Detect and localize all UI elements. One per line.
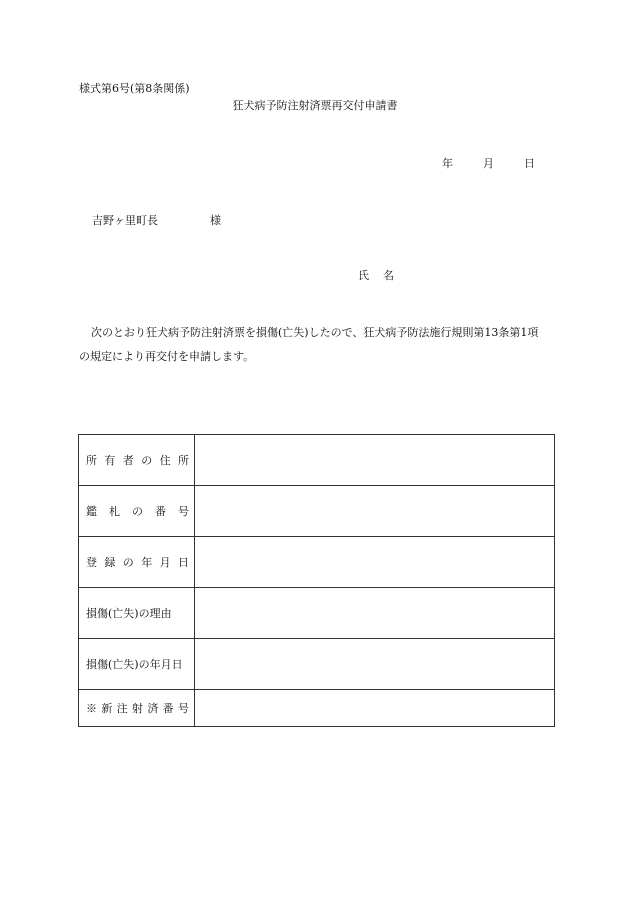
date-month-label: 月 [483,157,494,170]
row-value-tag-number[interactable] [195,486,555,537]
date-line [442,155,535,171]
row-value-registration-date[interactable] [195,537,555,588]
form-title: 狂犬病予防注射済票再交付申請書 [232,99,398,112]
addressee [92,212,221,228]
row-label-registration-date: 登録の年月日 [79,537,195,588]
table-row [79,639,555,690]
row-value-owner-address[interactable] [195,435,555,486]
row-label-new-injection-number: ※新注射済番号 [79,690,195,727]
application-info-table [78,434,555,727]
table-row [79,690,555,727]
table-row [79,486,555,537]
row-label-tag-number: 鑑札の番号 [79,486,195,537]
applicant-label-second: 名 [383,269,394,282]
row-value-damage-reason[interactable] [195,588,555,639]
table-row [79,435,555,486]
date-year-label: 年 [442,157,453,170]
table-row [79,537,555,588]
row-label-owner-address: 所有者の住所 [79,435,195,486]
addressee-name: 吉野ヶ里町長 [92,214,158,227]
applicant-name-label [358,267,394,283]
row-value-new-injection-number[interactable] [195,690,555,727]
form-number: 様式第6号(第8条関係) [79,82,190,95]
row-value-damage-date[interactable] [195,639,555,690]
date-day-label: 日 [524,157,535,170]
applicant-label-first: 氏 [358,269,369,282]
table-row [79,588,555,639]
addressee-honorific: 様 [210,214,221,227]
row-label-damage-reason: 損傷(亡失)の理由 [79,588,195,639]
row-label-damage-date: 損傷(亡失)の年月日 [79,639,195,690]
application-body-text: 次のとおり狂犬病予防注射済票を損傷(亡失)したので、狂犬病予防法施行規則第13条第1項の規定により再交付を申請します。 [79,326,539,363]
